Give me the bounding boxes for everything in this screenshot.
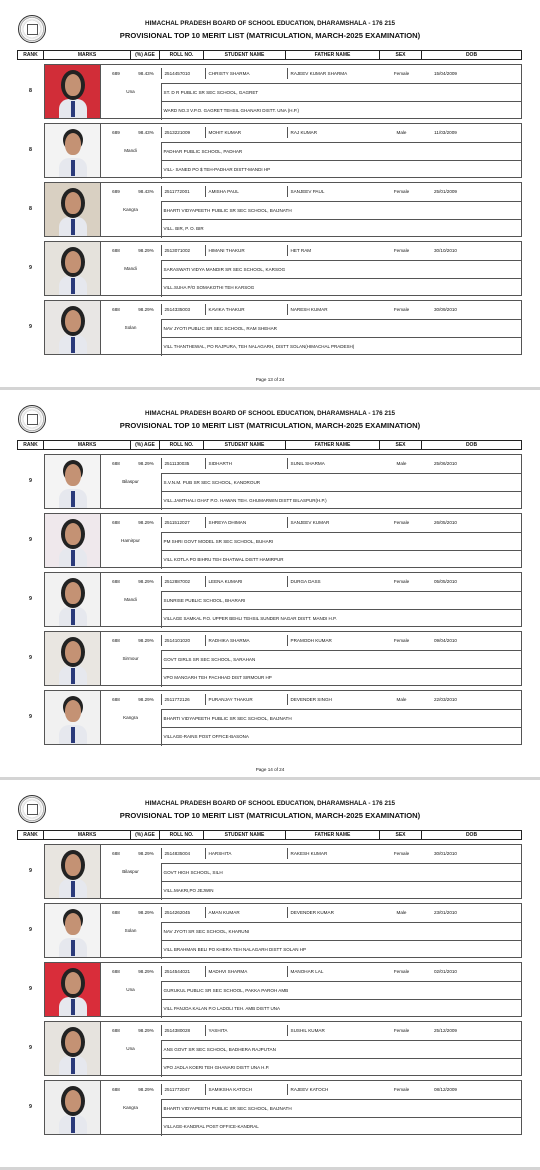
column-header-dob: DOB (422, 831, 522, 840)
school-name: BHARTI VIDYAPEETH PUBLIC SR SEC SCHOOL, BAIJNATH (161, 709, 521, 727)
dob-value: 26/05/2010 (434, 520, 457, 525)
column-header-student: STUDENT NAME (204, 51, 286, 60)
percentage-value: 98.29% (138, 697, 154, 702)
student-name: AMAN KUMAR (205, 907, 287, 918)
roll-number: 2514457010 (161, 68, 205, 79)
student-address: VILL.JAMTHALI GHAT P.O. HAWAN TEH. GHUMARWIN DISTT BILASPUR(H.P.) (161, 491, 521, 510)
roll-number: 2514835004 (161, 848, 205, 859)
student-record[interactable] (18, 454, 522, 509)
sex-value: Female (393, 579, 410, 584)
page-number: Page 14 of 24 (255, 767, 285, 772)
father-name: RAJEEV KUMAR SHARMA (287, 68, 381, 79)
student-record[interactable] (18, 241, 522, 296)
roll-number: 2514101020 (161, 635, 205, 646)
merit-list-page (0, 780, 540, 1170)
percentage-value: 98.43% (138, 130, 154, 135)
sex-value: Female (393, 71, 410, 76)
student-record[interactable] (18, 1021, 522, 1076)
marks-value: 688 (112, 520, 120, 525)
column-header-student: STUDENT NAME (204, 441, 286, 450)
student-photo (44, 123, 100, 178)
column-header-father: FATHER NAME (286, 441, 380, 450)
rank-value: 9 (29, 265, 32, 271)
roll-number: 2514544021 (161, 966, 205, 977)
student-address: VILL.SUHA P/O SOMAKOTHI TEH KARSOG (161, 278, 521, 297)
student-address: VILL.MAKRI,PO JEJWIN (161, 881, 521, 900)
marks-value: 688 (112, 1028, 120, 1033)
district-name: Bilaspur (122, 869, 139, 874)
school-name: S.V.N.M. PUB SR SEC SCHOOL, KANDROUR (161, 473, 521, 491)
column-header-pct: (%) AGE (131, 51, 160, 60)
merit-list-title: PROVISIONAL TOP 10 MERIT LIST (MATRICULATION, MARCH-2025 EXAMINATION) (119, 811, 421, 820)
rank-value: 9 (29, 537, 32, 543)
column-header-roll: ROLL NO. (160, 51, 204, 60)
student-address: VILL PANJOA KALAN P.O LADOLI TEH. AMB DISTT UNA (161, 999, 521, 1018)
district-name: Mandi (124, 148, 137, 153)
student-photo (44, 690, 100, 745)
school-name: GOVT GIRLS SR SEC SCHOOL, SARAHAN (161, 650, 521, 668)
merit-table (17, 440, 522, 745)
column-header-pct: (%) AGE (131, 831, 160, 840)
student-photo (44, 1080, 100, 1135)
student-record[interactable] (18, 1080, 522, 1135)
column-header-sex: SEX (380, 831, 422, 840)
marks-value: 688 (112, 697, 120, 702)
table-header-row (18, 441, 522, 450)
district-name: Una (126, 987, 135, 992)
roll-number: 2511772001 (161, 186, 205, 197)
student-name: AMISHA PAUL (205, 186, 287, 197)
father-name: RAJEEV KATOCH (287, 1084, 381, 1095)
column-header-student: STUDENT NAME (204, 831, 286, 840)
student-photo (44, 454, 100, 509)
student-name: PURANJAY THAKUR (205, 694, 287, 705)
student-photo (44, 1021, 100, 1076)
student-name: HIMANI THAKUR (205, 245, 287, 256)
rank-value: 9 (29, 1045, 32, 1051)
percentage-value: 98.29% (138, 248, 154, 253)
student-address: WARD NO.3 V.P.O. GAGRET TEHSIL GHANARI DISTT. UNA (H.P.) (161, 101, 521, 120)
district-name: Sirmour (122, 656, 139, 661)
sex-value: Female (393, 307, 410, 312)
student-photo (44, 182, 100, 237)
marks-value: 688 (112, 307, 120, 312)
student-name: YASHITA (205, 1025, 287, 1036)
student-photo (44, 903, 100, 958)
student-address: VILL KOTLA PO BIHRU TEH DHATWAL DISTT HAMIRPUR (161, 550, 521, 569)
dob-value: 09/04/2010 (434, 638, 457, 643)
column-header-father: FATHER NAME (286, 51, 380, 60)
student-record[interactable] (18, 631, 522, 686)
dob-value: 30/10/2010 (434, 248, 457, 253)
roll-number: 2511772047 (161, 1084, 205, 1095)
column-header-pct: (%) AGE (131, 441, 160, 450)
district-name: Mandi (124, 597, 137, 602)
sex-value: Female (393, 851, 410, 856)
school-name: BHARTI VIDYAPEETH PUBLIC SR SEC SCHOOL, BAIJNATH (161, 1099, 521, 1117)
student-record[interactable] (18, 300, 522, 355)
sex-value: Male (396, 130, 407, 135)
roll-number: 2511130035 (161, 458, 205, 469)
school-name: GOVT HIGH SCHOOL, SILH (161, 863, 521, 881)
rank-value: 9 (29, 927, 32, 933)
roll-number: 2513071002 (161, 245, 205, 256)
student-address: VILL THANTHEWAL, PO RAJPURA, TEH NALAGARH, DISTT SOLAN(HIMACHAL PRADESH) (161, 337, 521, 356)
merit-list-title: PROVISIONAL TOP 10 MERIT LIST (MATRICULATION, MARCH-2025 EXAMINATION) (119, 421, 421, 430)
column-header-roll: ROLL NO. (160, 441, 204, 450)
dob-value: 25/06/2010 (434, 461, 457, 466)
marks-value: 688 (112, 638, 120, 643)
rank-value: 9 (29, 714, 32, 720)
merit-list-page (0, 390, 540, 780)
student-photo (44, 631, 100, 686)
student-name: MOHIT KUMAR (205, 127, 287, 138)
student-name: RADHIKA SHARMA (205, 635, 287, 646)
column-header-sex: SEX (380, 441, 422, 450)
column-header-father: FATHER NAME (286, 831, 380, 840)
student-name: MADHVI SHARMA (205, 966, 287, 977)
sex-value: Female (393, 1028, 410, 1033)
district-name: Solan (124, 928, 137, 933)
father-name: HET RAM (287, 245, 381, 256)
father-name: SUSHIL KUMAR (287, 1025, 381, 1036)
marks-value: 689 (112, 189, 120, 194)
student-name: LEENA KUMARI (205, 576, 287, 587)
board-name: HIMACHAL PRADESH BOARD OF SCHOOL EDUCATION, DHARAMSHALA - 176 215 (145, 800, 395, 807)
father-name: SUNIL SHARMA (287, 458, 381, 469)
rank-value: 9 (29, 324, 32, 330)
dob-value: 02/01/2010 (434, 969, 457, 974)
marks-value: 688 (112, 910, 120, 915)
page-number: Page 13 of 24 (255, 377, 285, 382)
percentage-value: 98.29% (138, 1087, 154, 1092)
school-name: PM SHRI GOVT MODEL SR SEC SCHOOL, BUHARI (161, 532, 521, 550)
rank-value: 8 (29, 206, 32, 212)
percentage-value: 98.29% (138, 851, 154, 856)
student-address: VILLAGE-KANDRAL POST OFFICE-KANDRAL (161, 1117, 521, 1136)
district-name: Bilaspur (122, 479, 139, 484)
rank-value: 9 (29, 868, 32, 874)
percentage-value: 98.29% (138, 579, 154, 584)
sex-value: Female (393, 638, 410, 643)
dob-value: 15/04/2009 (434, 71, 457, 76)
merit-list-title: PROVISIONAL TOP 10 MERIT LIST (MATRICULATION, MARCH-2025 EXAMINATION) (119, 31, 421, 40)
father-name: RAKESH KUMAR (287, 848, 381, 859)
sex-value: Male (396, 461, 407, 466)
school-name: GURUKUL PUBLIC SR SEC SCHOOL, PAKKA PAROH AMB (161, 981, 521, 999)
father-name: NARESH KUMAR (287, 304, 381, 315)
student-photo (44, 513, 100, 568)
rank-value: 8 (29, 147, 32, 153)
column-header-marks: MARKS (44, 441, 131, 450)
dob-value: 11/03/2009 (434, 130, 457, 135)
marks-value: 688 (112, 248, 120, 253)
student-address: VPO MANGARH TEH PACHHAD DIST SIRMOUR HP (161, 668, 521, 687)
school-name: NAV JYOTI SR SEC SCHOOL, KHARUNI (161, 922, 521, 940)
column-header-rank: RANK (18, 441, 44, 450)
marks-value: 689 (112, 71, 120, 76)
sex-value: Male (396, 697, 407, 702)
student-photo (44, 844, 100, 899)
column-header-rank: RANK (18, 51, 44, 60)
district-name: Mandi (124, 266, 137, 271)
sex-value: Female (393, 248, 410, 253)
sex-value: Male (396, 910, 407, 915)
rank-value: 9 (29, 986, 32, 992)
father-name: SANJEEV KUMAR (287, 517, 381, 528)
student-name: SHREYA DHIMAN (205, 517, 287, 528)
dob-value: 08/12/2009 (434, 1087, 457, 1092)
student-record[interactable] (18, 844, 522, 899)
student-address: VILL- SANED PO $ TEH-PADHAR DISTT-MANDI HP (161, 160, 521, 179)
student-name: CHRISTY SHARMA (205, 68, 287, 79)
percentage-value: 98.29% (138, 1028, 154, 1033)
district-name: Kangra (123, 207, 138, 212)
student-record[interactable] (18, 903, 522, 958)
student-address: VPO JADLA KOERI TEH GHANARI DISTT UNA H.P. (161, 1058, 521, 1077)
dob-value: 30/09/2010 (434, 307, 457, 312)
dob-value: 22/03/2010 (434, 697, 457, 702)
sex-value: Female (393, 969, 410, 974)
school-name: SUNRISE PUBLIC SCHOOL, BHARARI (161, 591, 521, 609)
rank-value: 9 (29, 1104, 32, 1110)
district-name: Una (126, 1046, 135, 1051)
father-name: PRAMODH KUMAR (287, 635, 381, 646)
marks-value: 688 (112, 1087, 120, 1092)
marks-value: 688 (112, 851, 120, 856)
student-address: VILL BRAHMAN BELI PO KHERA TEH NALAGARH DISTT SOLAN HP (161, 940, 521, 959)
percentage-value: 98.43% (138, 189, 154, 194)
student-record[interactable] (18, 182, 522, 237)
roll-number: 2513221009 (161, 127, 205, 138)
dob-value: 25/01/2009 (434, 189, 457, 194)
roll-number: 2514262045 (161, 907, 205, 918)
sex-value: Female (393, 1087, 410, 1092)
percentage-value: 98.29% (138, 307, 154, 312)
board-name: HIMACHAL PRADESH BOARD OF SCHOOL EDUCATION, DHARAMSHALA - 176 215 (145, 20, 395, 27)
student-photo (44, 962, 100, 1017)
merit-list-page (0, 0, 540, 390)
rank-value: 8 (29, 88, 32, 94)
percentage-value: 98.43% (138, 71, 154, 76)
student-name: SIDHARTH (205, 458, 287, 469)
dob-value: 23/01/2010 (434, 910, 457, 915)
roll-number: 2512887002 (161, 576, 205, 587)
column-header-rank: RANK (18, 831, 44, 840)
percentage-value: 98.29% (138, 520, 154, 525)
sex-value: Female (393, 189, 410, 194)
marks-value: 688 (112, 461, 120, 466)
student-record[interactable] (18, 64, 522, 119)
roll-number: 2514335003 (161, 304, 205, 315)
column-header-roll: ROLL NO. (160, 831, 204, 840)
student-photo (44, 572, 100, 627)
student-photo (44, 300, 100, 355)
percentage-value: 98.29% (138, 461, 154, 466)
student-record[interactable] (18, 513, 522, 568)
column-header-dob: DOB (422, 51, 522, 60)
marks-value: 689 (112, 130, 120, 135)
roll-number: 2511772126 (161, 694, 205, 705)
marks-value: 688 (112, 579, 120, 584)
school-name: ST. D R PUBLIC SR SEC SCHOOL, GAGRET (161, 83, 521, 101)
school-name: ANS GOVT SR SEC SCHOOL, BADHERA RAJPUTAN (161, 1040, 521, 1058)
student-record[interactable] (18, 572, 522, 627)
student-name: HARSHITA (205, 848, 287, 859)
column-header-dob: DOB (422, 441, 522, 450)
sex-value: Female (393, 520, 410, 525)
student-name: KAVIKA THAKUR (205, 304, 287, 315)
rank-value: 9 (29, 478, 32, 484)
father-name: DEVENDER KUMAR (287, 907, 381, 918)
district-name: Kangra (123, 1105, 138, 1110)
student-address: VILLAGE SAMKAL P.O. UPPER BEHLI TEHSIL SUNDER NAGAR DISTT. MANDI H.P. (161, 609, 521, 628)
father-name: MANOHAR LAL (287, 966, 381, 977)
district-name: Solan (124, 325, 137, 330)
percentage-value: 98.29% (138, 910, 154, 915)
column-header-marks: MARKS (44, 831, 131, 840)
student-record[interactable] (18, 123, 522, 178)
merit-table (17, 830, 522, 1135)
board-name: HIMACHAL PRADESH BOARD OF SCHOOL EDUCATION, DHARAMSHALA - 176 215 (145, 410, 395, 417)
rank-value: 9 (29, 655, 32, 661)
percentage-value: 98.29% (138, 638, 154, 643)
student-record[interactable] (18, 690, 522, 745)
column-header-marks: MARKS (44, 51, 131, 60)
student-address: VILLAGE-RAINS POST OFFICE-BASONA (161, 727, 521, 746)
father-name: DEVENDER SINGH (287, 694, 381, 705)
school-name: NAV JYOTI PUBLIC SR SEC SCHOOL, RAM SHEHAR (161, 319, 521, 337)
father-name: SANJEEV PAUL (287, 186, 381, 197)
district-name: Hamirpur (121, 538, 140, 543)
rank-value: 9 (29, 596, 32, 602)
school-name: PADHAR PUBLIC SCHOOL, PADHAR (161, 142, 521, 160)
district-name: Kangra (123, 715, 138, 720)
dob-value: 30/01/2010 (434, 851, 457, 856)
dob-value: 25/12/2009 (434, 1028, 457, 1033)
student-address: VILL. BIR, P. O. BIR (161, 219, 521, 238)
dob-value: 05/05/2010 (434, 579, 457, 584)
roll-number: 2511512027 (161, 517, 205, 528)
column-header-sex: SEX (380, 51, 422, 60)
percentage-value: 98.29% (138, 969, 154, 974)
marks-value: 688 (112, 969, 120, 974)
merit-table (17, 50, 522, 355)
district-name: Una (126, 89, 135, 94)
student-name: SAMIKSHA KATOCH (205, 1084, 287, 1095)
father-name: RAJ KUMAR (287, 127, 381, 138)
school-name: BHARTI VIDYAPEETH PUBLIC SR SEC SCHOOL, BAIJNATH (161, 201, 521, 219)
roll-number: 2514380028 (161, 1025, 205, 1036)
father-name: DURGA DASS (287, 576, 381, 587)
school-name: SARASWATI VIDYA MANDIR SR SEC SCHOOL, KARSOG (161, 260, 521, 278)
table-header-row (18, 51, 522, 60)
student-record[interactable] (18, 962, 522, 1017)
student-photo (44, 241, 100, 296)
student-photo (44, 64, 100, 119)
table-header-row (18, 831, 522, 840)
